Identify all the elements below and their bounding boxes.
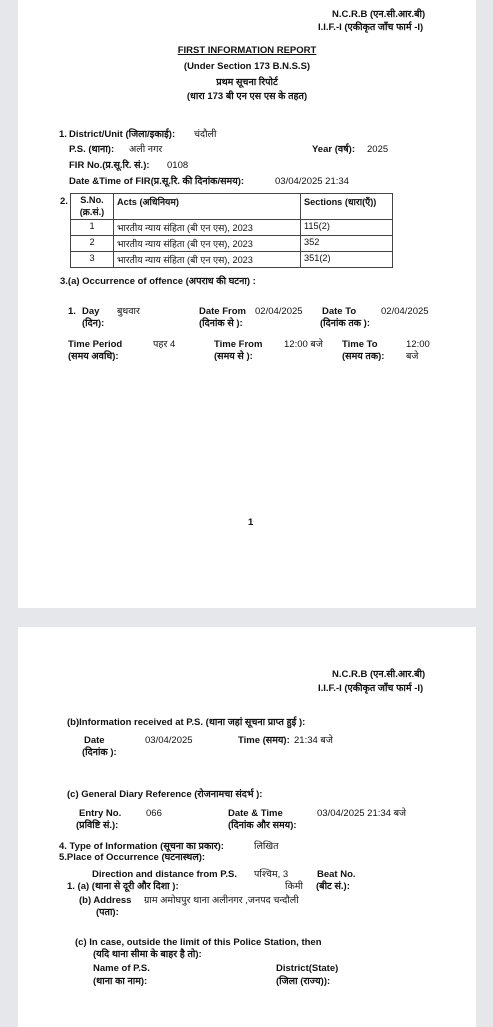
fir-label: FIR No.(प्र.सू.रि. सं.): (69, 160, 150, 171)
page-number: 1 (248, 517, 254, 528)
info-date-label-hindi: (दिनांक ): (82, 747, 117, 758)
time-to-value-unit: बजे (406, 351, 419, 362)
entry-no-label-hindi: (प्रविष्टि सं.): (76, 820, 119, 831)
document-page-2 (18, 627, 476, 1027)
document-page-1 (18, 0, 476, 608)
time-from-value: 12:00 बजे (284, 339, 323, 350)
direction-label: Direction and distance from P.S. (92, 869, 238, 880)
acts-header: Acts (अधिनियम) (114, 194, 301, 220)
date-from-value: 02/04/2025 (255, 306, 303, 317)
iif-header: I.I.F.-I (एकीकृत जाँच फार्म -I) (318, 22, 424, 33)
table-row (71, 252, 393, 268)
distance-direction-item: 1. (a) (थाना से दूरी और दिशा ): (67, 881, 179, 892)
date-from-label-hindi: (दिनांक से ): (199, 318, 243, 329)
info-type-label: 4. Type of Information (सूचना का प्रकार): (59, 841, 224, 852)
acts-table (70, 193, 393, 268)
row-section: 115(2) (301, 220, 393, 236)
ncrb-header: N.C.R.B (एन.सी.आर.बी) (332, 9, 426, 20)
time-period-label-hindi: (समय अवधि): (68, 351, 119, 362)
time-to-value: 12:00 (406, 339, 430, 350)
gd-datetime-label-hindi: (दिनांक और समय): (228, 820, 297, 831)
district-state-label: District(State) (276, 963, 339, 974)
fir-value: 0108 (167, 160, 189, 171)
info-time-value: 21:34 बजे (294, 735, 333, 746)
row-act: भारतीय न्याय संहिता (बी एन एस), 2023 (114, 236, 301, 252)
date-to-label-hindi: (दिनांक तक ): (320, 318, 371, 329)
row-sno: 1 (71, 220, 114, 236)
report-title: FIRST INFORMATION REPORT (177, 45, 317, 56)
outside-limit-heading-hindi: (यदि थाना सीमा के बाहर है तो): (93, 949, 202, 960)
info-date-label: Date (84, 735, 105, 746)
info-time-label: Time (समय): (238, 735, 290, 746)
date-to-label: Date To (322, 306, 357, 317)
time-to-label-hindi: (समय तक): (342, 351, 385, 362)
outside-limit-heading: (c) In case, outside the limit of this Police Station, then (75, 937, 322, 948)
ps-value: अली नगर (129, 144, 163, 155)
iif-header: I.I.F.-I (एकीकृत जाँच फार्म -I) (318, 683, 424, 694)
address-label-hindi: (पता): (96, 907, 119, 918)
direction-value: पश्चिम, 3 (254, 869, 289, 880)
district-label: District/Unit (जिला/इकाई): (69, 129, 176, 140)
place-of-occurrence-label: 5.Place of Occurrence (घटनास्थल): (59, 852, 206, 863)
section-2-number: 2. (60, 196, 68, 207)
day-number: 1. (68, 306, 76, 317)
row-act: भारतीय न्याय संहिता (बी एन एस), 2023 (114, 252, 301, 268)
ncrb-header: N.C.R.B (एन.सी.आर.बी) (332, 669, 426, 680)
row-section: 351(2) (301, 252, 393, 268)
ps-label: P.S. (थाना): (69, 144, 115, 155)
report-title-hindi: प्रथम सूचना रिपोर्ट (216, 77, 278, 88)
day-label-hindi: (दिन): (82, 318, 105, 329)
info-date-value: 03/04/2025 (145, 735, 193, 746)
info-received-heading: (b)Information received at P.S. (थाना जहां सूचना प्राप्त हुई ): (67, 717, 306, 728)
sno-header: S.No. (क्र.सं.) (71, 194, 114, 220)
gd-datetime-value: 03/04/2025 21:34 बजे (317, 808, 407, 819)
sections-header: Sections (धारा(एँ)) (301, 194, 393, 220)
section-1-number: 1. (59, 129, 67, 140)
entry-no-label: Entry No. (79, 808, 122, 819)
occurrence-heading: 3.(a) Occurrence of offence (अपराध की घटना) : (60, 276, 256, 287)
row-sno: 3 (71, 252, 114, 268)
beat-no-label-hindi: (बीट सं.): (316, 881, 350, 892)
report-subtitle: (Under Section 173 B.N.S.S) (183, 61, 311, 72)
time-period-value: पहर 4 (153, 339, 176, 350)
entry-no-value: 066 (146, 808, 162, 819)
fir-datetime-label: Date &Time of FIR(प्र.सू.रि. की दिनांक/समय): (69, 176, 245, 187)
name-of-ps-label-hindi: (थाना का नाम): (93, 976, 148, 987)
report-subtitle-hindi: (धारा 173 बी एन एस एस के तहत) (186, 91, 308, 102)
day-value: बुधवार (117, 306, 140, 317)
time-period-label: Time Period (68, 339, 123, 350)
year-label: Year (वर्ष): (312, 144, 355, 155)
table-row (71, 220, 393, 236)
acts-header-row (71, 194, 393, 220)
row-sno: 2 (71, 236, 114, 252)
fir-datetime-value: 03/04/2025 21:34 (275, 176, 349, 187)
address-value: ग्राम अमोघपुर थाना अलीनगर ,जनपद चन्दौली (144, 895, 299, 906)
district-value: चंदौली (194, 129, 217, 140)
table-row (71, 236, 393, 252)
row-act: भारतीय न्याय संहिता (बी एन एस), 2023 (114, 220, 301, 236)
gd-datetime-label: Date & Time (228, 808, 283, 819)
date-from-label: Date From (199, 306, 246, 317)
district-state-label-hindi: (जिला (राज्य)): (276, 976, 331, 987)
name-of-ps-label: Name of P.S. (93, 963, 150, 974)
day-label: Day (82, 306, 100, 317)
date-to-value: 02/04/2025 (381, 306, 429, 317)
info-type-value: लिखित (254, 841, 279, 852)
time-to-label: Time To (342, 339, 378, 350)
time-from-label-hindi: (समय से ): (214, 351, 253, 362)
row-section: 352 (301, 236, 393, 252)
year-value: 2025 (367, 144, 389, 155)
address-label: (b) Address (79, 895, 132, 906)
direction-unit: किमी (285, 881, 303, 892)
beat-no-label: Beat No. (317, 869, 356, 880)
gd-reference-heading: (c) General Diary Reference (रोजनामचा संदर्भ ): (67, 789, 263, 800)
time-from-label: Time From (214, 339, 263, 350)
